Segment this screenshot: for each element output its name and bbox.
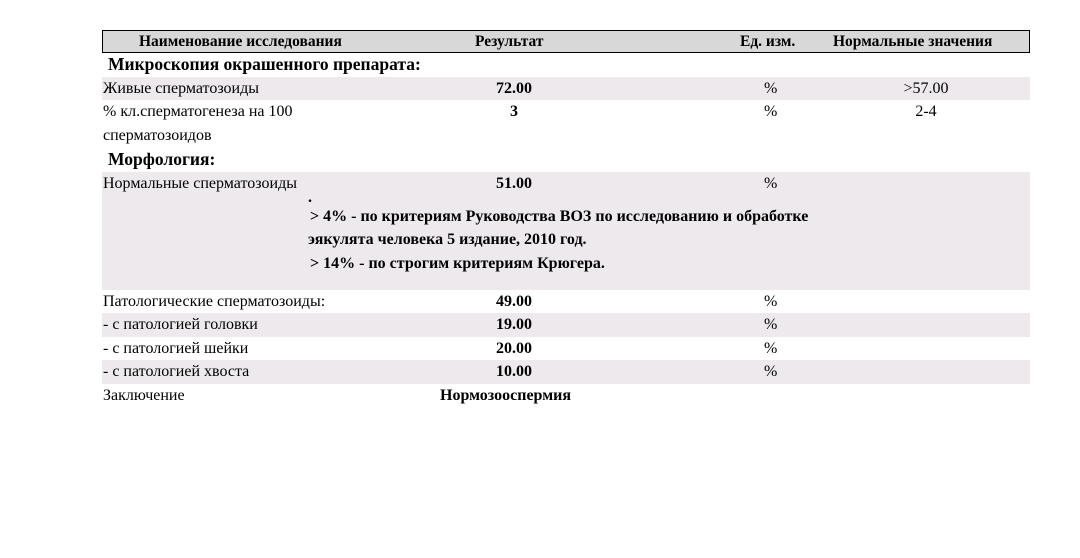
row-name: - с патологией головки xyxy=(103,316,258,333)
table-row xyxy=(102,100,1030,148)
row-result: 51.00 xyxy=(496,174,532,192)
row-name: - с патологией шейки xyxy=(103,339,249,357)
row-name: - с патологией хвоста xyxy=(103,363,250,380)
row-norm: 2-4 xyxy=(915,103,937,120)
table-row xyxy=(102,337,1030,361)
row-result: 3 xyxy=(510,103,518,120)
row-result: 49.00 xyxy=(496,292,532,310)
section-microscopy-title: Микроскопия окрашенного препарата: xyxy=(108,54,421,74)
row-unit: % xyxy=(764,174,778,192)
section-heading xyxy=(102,148,1030,172)
row-unit: % xyxy=(764,79,778,97)
row-name: Патологические сперматозоиды: xyxy=(103,292,326,310)
section-heading xyxy=(102,53,1030,77)
conclusion-value: Нормозооспермия xyxy=(440,386,571,404)
table-row xyxy=(102,172,1030,290)
row-unit: % xyxy=(764,339,778,357)
row-unit: % xyxy=(764,316,778,333)
section-morphology-title: Морфология: xyxy=(108,149,216,169)
table-row xyxy=(102,313,1030,337)
table-row xyxy=(102,77,1030,101)
row-name: % кл.сперматогенеза на 100 сперматозоидов xyxy=(103,103,293,144)
table-header xyxy=(102,30,1030,53)
row-result: 19.00 xyxy=(496,316,532,333)
note-line: > 4% - по критериям Руководства ВОЗ по исследованию и обработке xyxy=(310,207,809,225)
row-result: 72.00 xyxy=(496,79,532,97)
table-row xyxy=(102,290,1030,314)
header-unit: Ед. изм. xyxy=(740,33,796,50)
row-unit: % xyxy=(764,363,778,380)
conclusion-label: Заключение xyxy=(103,386,185,404)
header-norm: Нормальные значения xyxy=(833,33,993,50)
row-unit: % xyxy=(764,103,778,120)
row-norm: >57.00 xyxy=(903,79,949,97)
row-name: Нормальные сперматозоиды xyxy=(103,174,297,192)
table-row xyxy=(102,360,1030,384)
row-result: 20.00 xyxy=(496,339,532,357)
header-result: Результат xyxy=(475,33,544,50)
note-line: эякулята человека 5 издание, 2010 год. xyxy=(308,231,587,248)
row-name: Живые сперматозоиды xyxy=(103,79,259,97)
note-dot: . xyxy=(308,188,312,206)
row-result: 10.00 xyxy=(496,363,532,380)
reference-note xyxy=(308,188,908,276)
header-name: Наименование исследования xyxy=(139,33,342,50)
note-line: > 14% - по строгим критериям Крюгера. xyxy=(310,254,605,272)
row-unit: % xyxy=(764,292,778,310)
lab-report xyxy=(102,30,1030,407)
conclusion-row xyxy=(102,384,1030,408)
